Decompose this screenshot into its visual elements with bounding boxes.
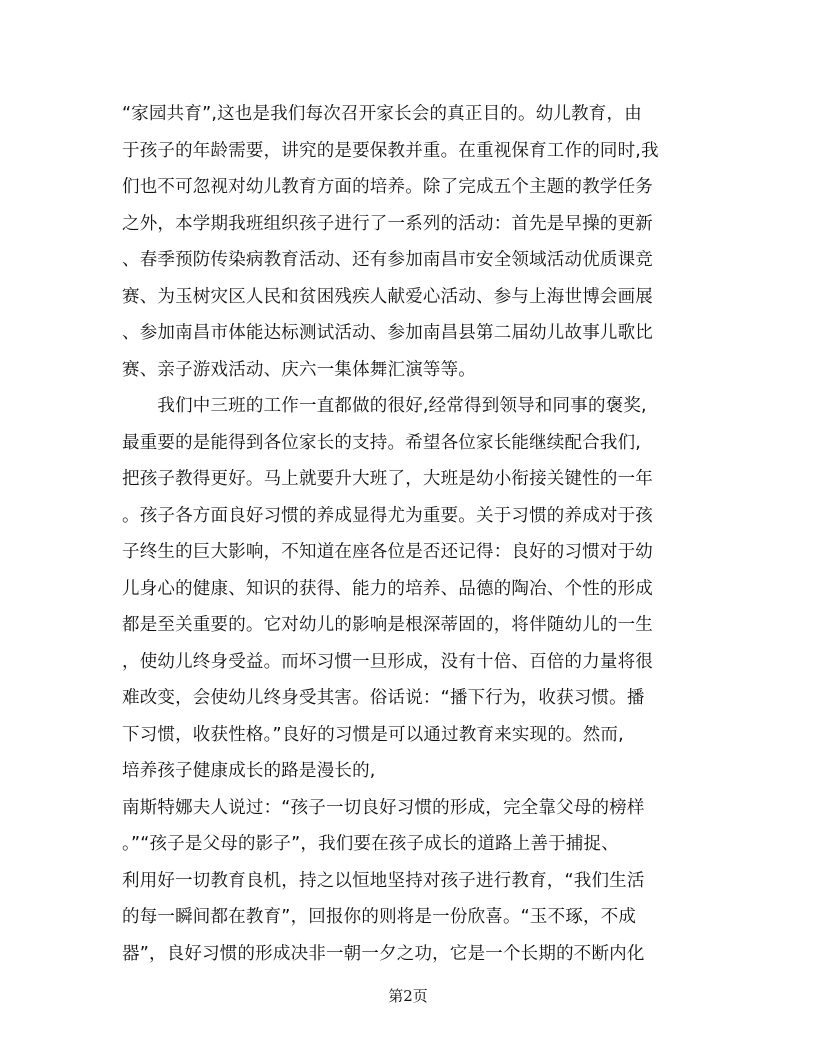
text-line: 的每一瞬间都在教育”，回报你的则将是一份欣喜。“玉不琢，不成 [122,907,637,927]
page-number: 第2页 [388,987,428,1005]
text-line: 最重要的是能得到各位家长的支持。希望各位家长能继续配合我们, [122,432,642,453]
text-line: 赛、亲子游戏活动、庆六一集体舞汇演等等。 [122,359,476,380]
text-line: 下习惯，收获性格。”良好的习惯是可以通过教育来实现的。然而, [122,724,624,745]
text-line: “家园共育”,这也是我们每次召开家长会的真正目的。幼儿教育，由 [122,104,642,124]
document-body [122,96,694,972]
text-line: 难改变，会使幼儿终身受其害。俗话说：“播下行为，收获习惯。播 [122,688,645,708]
text-line: 都是至关重要的。它对幼儿的影响是根深蒂固的，将伴随幼儿的一生 [122,615,653,635]
text-line: 们也不可忽视对幼儿教育方面的培养。除了完成五个主题的教学任务 [122,177,653,197]
text-line: 儿身心的健康、知识的获得、能力的培养、品德的陶冶、个性的形成 [122,578,653,599]
text-line: 、春季预防传染病教育活动、还有参加南昌市安全领域活动优质课竞 [122,250,653,270]
text-line: 、参加南昌市体能达标测试活动、参加南昌县第二届幼儿故事儿歌比 [122,323,653,343]
text-line: 我们中三班的工作一直都做的很好,经常得到领导和同事的褒奖, [122,396,647,416]
text-line: 。”“孩子是父母的影子”，我们要在孩子成长的道路上善于捕捉、 [122,834,619,854]
text-line: 赛、为玉树灾区人民和贫困残疾人献爱心活动、参与上海世博会画展 [122,286,653,307]
text-line: 之外，本学期我班组织孩子进行了一系列的活动：首先是早操的更新 [122,213,653,234]
text-line: 南斯特娜夫人说过：“孩子一切良好习惯的形成，完全靠父母的榜样 [122,797,645,818]
text-line: 于孩子的年龄需要，讲究的是要保教并重。在重视保育工作的同时,我 [122,140,659,161]
text-line: 子终生的巨大影响，不知道在座各位是否还记得：良好的习惯对于幼 [122,542,653,562]
text-line: 利用好一切教育良机，持之以恒地坚持对孩子进行教育，“我们生活 [122,870,645,891]
text-line: 。孩子各方面良好习惯的养成显得尤为重要。关于习惯的养成对于孩 [122,505,653,526]
text-line: 把孩子教得更好。马上就要升大班了，大班是幼小衔接关键性的一年 [122,469,653,489]
text-line: 器”，良好习惯的形成决非一朝一夕之功，它是一个长期的不断内化 [122,943,645,964]
text-line: 培养孩子健康成长的路是漫长的, [122,761,376,781]
text-line: ，使幼儿终身受益。而坏习惯一旦形成，没有十倍、百倍的力量将很 [122,651,653,672]
